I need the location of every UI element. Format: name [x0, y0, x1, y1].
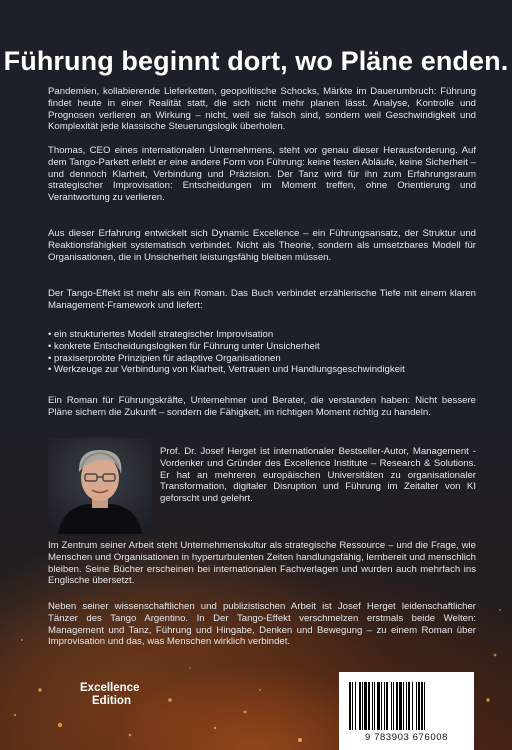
story-paragraph [48, 145, 476, 204]
paragraph-text: Ein Roman für Führungskräfte, Unternehmer und Berater, die verstanden haben: Nicht bessere Pläne sichern die Zukunft – sondern die Fähigkeit, im richtigen Moment richtig zu handeln. [48, 395, 476, 418]
author-bio-paragraph [160, 446, 476, 505]
paragraph-text: Neben seiner wissenschaftlichen und publizistischen Arbeit ist Josef Herget leidenschaftlicher Tänzer des Tango Argentino. In Der Tango-Effekt verschmelzen erstmals beide Welten: Management und Tanz, Führung und Hingabe, Denken und Bewegung – zu einem Roman über Improvisation und das, was Menschen wirklich verbindet. [48, 601, 476, 648]
paragraph-text: Pandemien, kollabierende Lieferketten, geopolitische Schocks, Märkte im Dauerumbruch: Führung findet heute in einer Realität statt, die sich nicht mehr planen lässt. Analyse, Kontrolle und Prognosen verlieren an Wirkung – nicht, weil sie falsch sind, sondern weil Geschwindigkeit und Komplexität jede klassische Steuerungslogik überholen. [48, 86, 476, 133]
paragraph-text: Aus dieser Erfahrung entwickelt sich Dynamic Excellence – ein Führungsansatz, der Struktur und Reaktionsfähigkeit systematisch verbindet. Nicht als Theorie, sondern als umsetzbares Modell für Organisationen, die in Unsicherheit leistungsfähig bleiben müssen. [48, 228, 476, 263]
author-tango-paragraph [48, 601, 476, 648]
isbn-number: 9 783903 676008 [365, 732, 448, 743]
publisher-logo [80, 682, 139, 708]
feature-list [48, 329, 476, 376]
barcode-bars [349, 682, 464, 730]
audience-paragraph [48, 395, 476, 419]
book-summary-paragraph [48, 288, 476, 312]
logo-line-2: Edition [92, 695, 131, 707]
list-item: • konkrete Entscheidungslogiken für Führung unter Unsicherheit [48, 341, 476, 353]
paragraph-text: Der Tango-Effekt ist mehr als ein Roman. Das Buch verbindet erzählerische Tiefe mit einem klaren Management-Framework und liefert: [48, 288, 476, 311]
logo-line-1: Excellence [80, 682, 140, 694]
intro-paragraph [48, 86, 476, 133]
paragraph-text: Im Zentrum seiner Arbeit steht Unternehmenskultur als strategische Ressource – und die Frage, wie Menschen und Organisationen in hyperturbulenten Zeiten handlungsfähig, lernbereit und menschlich bleiben. Seine Bücher erscheinen bei internationalen Fachverlagen und wurden auch mehrfach ins Englische übersetzt. [48, 540, 476, 587]
concept-paragraph [48, 228, 476, 263]
paragraph-text: Prof. Dr. Josef Herget ist internationaler Bestseller-Autor, Management -Vordenker und Gründer des Excellence Institute – Research & Solutions. Er hat an mehreren europäischen Universitäten zu organisationaler Transformation, digitaler Disruption und Führung im Zeitalter von KI geforscht und gelehrt. [160, 446, 476, 505]
barcode [339, 672, 474, 750]
author-work-paragraph [48, 540, 476, 587]
list-item: • Werkzeuge zur Verbindung von Klarheit, Vertrauen und Handlungsgeschwindigkeit [48, 364, 476, 376]
paragraph-text: Thomas, CEO eines internationalen Unternehmens, steht vor genau dieser Herausforderung. Auf dem Tango-Parkett erlebt er eine andere Form von Führung: keine festen Abläufe, keine Sicherheit – und dennoch Klarheit, Verbindung und Präzision. Der Tanz wird für ihn zum Erfahrungsraum strategischer Improvisation: Entscheidungen im Moment treffen, ohne Orientierung und Verantwortung zu verlieren. [48, 145, 476, 204]
list-item: • ein strukturiertes Modell strategischer Improvisation [48, 329, 476, 341]
headline: Führung beginnt dort, wo Pläne enden. [3, 46, 509, 76]
author-photo [48, 438, 152, 534]
list-item: • praxiserprobte Prinzipien für adaptive Organisationen [48, 353, 476, 365]
